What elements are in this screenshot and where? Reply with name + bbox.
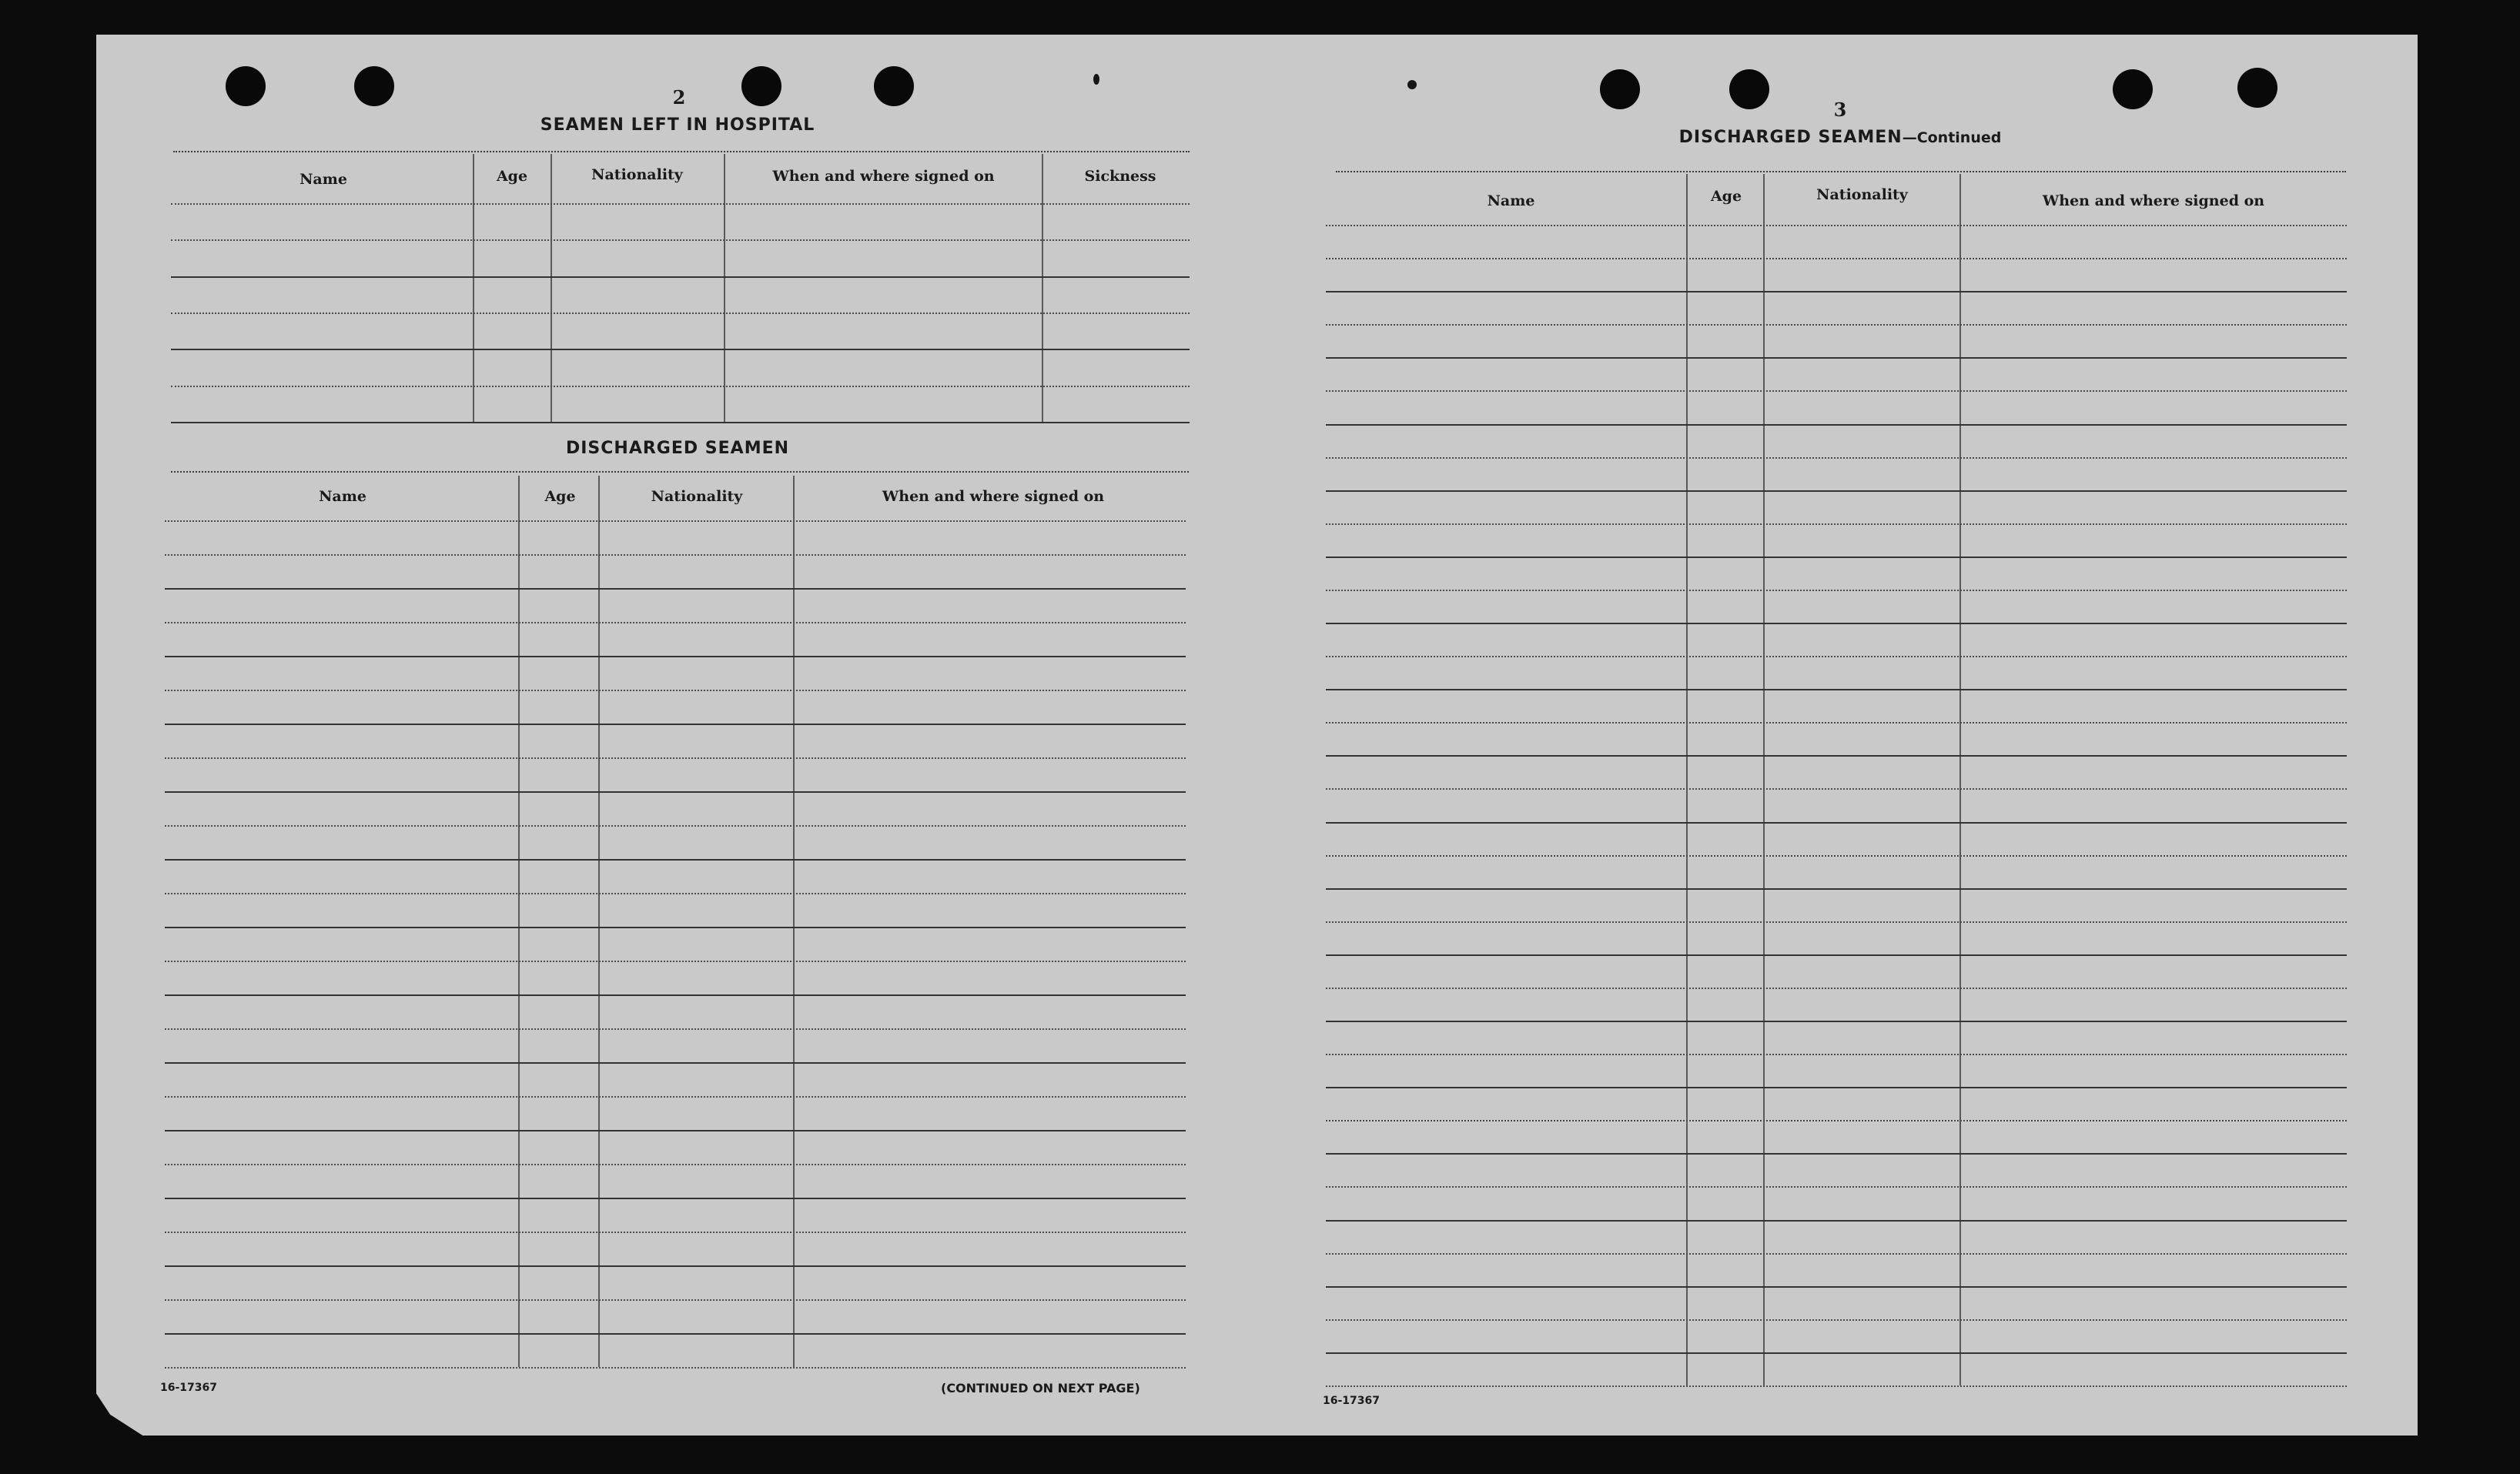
row-rule <box>165 1130 1186 1131</box>
row-rule <box>1326 324 2347 326</box>
discharged-continued-title <box>1663 128 2017 147</box>
row-rule <box>1326 258 2347 259</box>
punch-hole <box>354 66 394 106</box>
continued-suffix: —Continued <box>1902 129 2002 146</box>
row-rule <box>165 1096 1186 1098</box>
punch-hole <box>1729 69 1769 109</box>
row-rule <box>165 1164 1186 1165</box>
row-rule <box>165 724 1186 725</box>
punch-hole <box>226 66 266 106</box>
row-rule <box>1326 888 2347 890</box>
row-rule <box>171 349 1190 350</box>
column-rule <box>1042 154 1043 422</box>
row-rule <box>1326 1220 2347 1222</box>
row-rule <box>1326 1021 2347 1022</box>
ink-speck <box>1093 74 1099 85</box>
punch-hole <box>874 66 914 106</box>
row-rule <box>1326 590 2347 591</box>
row-rule <box>165 554 1186 556</box>
column-rule <box>1686 174 1688 1385</box>
col-header-signed-on: When and where signed on <box>2042 192 2265 209</box>
row-rule <box>165 1367 1186 1369</box>
row-rule <box>1326 954 2347 956</box>
row-rule <box>171 313 1190 314</box>
row-rule <box>165 1062 1186 1064</box>
row-rule <box>1326 988 2347 989</box>
row-rule <box>1326 689 2347 690</box>
row-rule <box>165 757 1186 759</box>
row-rule <box>171 422 1190 423</box>
header-rule <box>171 203 1190 205</box>
row-rule <box>1326 424 2347 426</box>
col-header-sickness: Sickness <box>1084 168 1156 185</box>
ink-speck <box>1407 80 1417 89</box>
row-rule <box>1326 523 2347 525</box>
hospital-table-top-rule <box>173 151 1190 152</box>
row-rule <box>1326 855 2347 857</box>
col-header-nationality: Nationality <box>651 488 743 505</box>
column-rule <box>724 154 725 422</box>
row-rule <box>171 239 1190 241</box>
page-number-right: 3 <box>1833 99 1847 121</box>
row-rule <box>1326 291 2347 292</box>
row-rule <box>1326 1253 2347 1255</box>
header-rule <box>1326 225 2347 226</box>
row-rule <box>165 1028 1186 1030</box>
col-header-nationality: Nationality <box>591 166 683 183</box>
column-rule <box>473 154 474 422</box>
col-header-signed-on: When and where signed on <box>772 168 995 185</box>
column-rule <box>1763 174 1765 1385</box>
row-rule <box>165 994 1186 996</box>
row-rule <box>1326 1153 2347 1155</box>
row-rule <box>165 622 1186 623</box>
col-header-age: Age <box>1710 188 1742 205</box>
row-rule <box>1326 1186 2347 1188</box>
row-rule <box>165 1333 1186 1335</box>
discharged-continued-label: DISCHARGED SEAMEN <box>1678 128 1903 147</box>
row-rule <box>1326 1087 2347 1088</box>
row-rule <box>1326 557 2347 558</box>
column-rule <box>1959 174 1961 1385</box>
column-rule <box>518 476 520 1367</box>
row-rule <box>165 1232 1186 1233</box>
form-sheet <box>96 35 2418 1436</box>
form-number-left: 16-17367 <box>160 1382 217 1394</box>
row-rule <box>165 893 1186 894</box>
row-rule <box>1326 1286 2347 1288</box>
punch-hole <box>2237 68 2277 108</box>
col-header-name: Name <box>319 488 366 505</box>
col-header-signed-on: When and where signed on <box>882 488 1105 505</box>
row-rule <box>165 791 1186 793</box>
row-rule <box>1326 490 2347 492</box>
punch-hole <box>741 66 781 106</box>
col-header-name: Name <box>1487 192 1535 209</box>
col-header-age: Age <box>496 168 528 185</box>
col-header-age: Age <box>544 488 576 505</box>
header-rule <box>165 520 1186 522</box>
punch-hole <box>2113 69 2153 109</box>
form-number-right: 16-17367 <box>1323 1395 1380 1407</box>
row-rule <box>171 276 1190 278</box>
row-rule <box>165 1299 1186 1301</box>
col-header-nationality: Nationality <box>1816 186 1908 203</box>
discharged-section-title: DISCHARGED SEAMEN <box>565 439 790 458</box>
row-rule <box>1326 457 2347 459</box>
column-rule <box>551 154 552 422</box>
row-rule <box>165 1198 1186 1199</box>
punch-hole <box>1600 69 1640 109</box>
row-rule <box>171 386 1190 387</box>
column-rule <box>793 476 795 1367</box>
row-rule <box>165 961 1186 962</box>
discharged-table-top-rule <box>171 471 1189 473</box>
hospital-section-title: SEAMEN LEFT IN HOSPITAL <box>540 115 815 135</box>
row-rule <box>165 927 1186 928</box>
row-rule <box>1326 722 2347 724</box>
row-rule <box>1326 1352 2347 1354</box>
row-rule <box>1326 1319 2347 1321</box>
row-rule <box>1326 390 2347 392</box>
row-rule <box>165 690 1186 691</box>
row-rule <box>1326 357 2347 359</box>
continued-table-top-rule <box>1336 171 2346 172</box>
row-rule <box>1326 656 2347 657</box>
row-rule <box>1326 1385 2347 1387</box>
row-rule <box>1326 822 2347 824</box>
row-rule <box>1326 623 2347 624</box>
row-rule <box>165 656 1186 657</box>
row-rule <box>165 588 1186 590</box>
row-rule <box>165 1265 1186 1267</box>
col-header-name: Name <box>300 171 347 188</box>
row-rule <box>165 859 1186 861</box>
row-rule <box>1326 921 2347 923</box>
page-number-left: 2 <box>672 86 686 109</box>
row-rule <box>1326 1054 2347 1055</box>
continued-note: (CONTINUED ON NEXT PAGE) <box>941 1381 1140 1395</box>
row-rule <box>1326 755 2347 757</box>
column-rule <box>598 476 600 1367</box>
row-rule <box>1326 788 2347 790</box>
row-rule <box>1326 1120 2347 1121</box>
row-rule <box>165 825 1186 827</box>
